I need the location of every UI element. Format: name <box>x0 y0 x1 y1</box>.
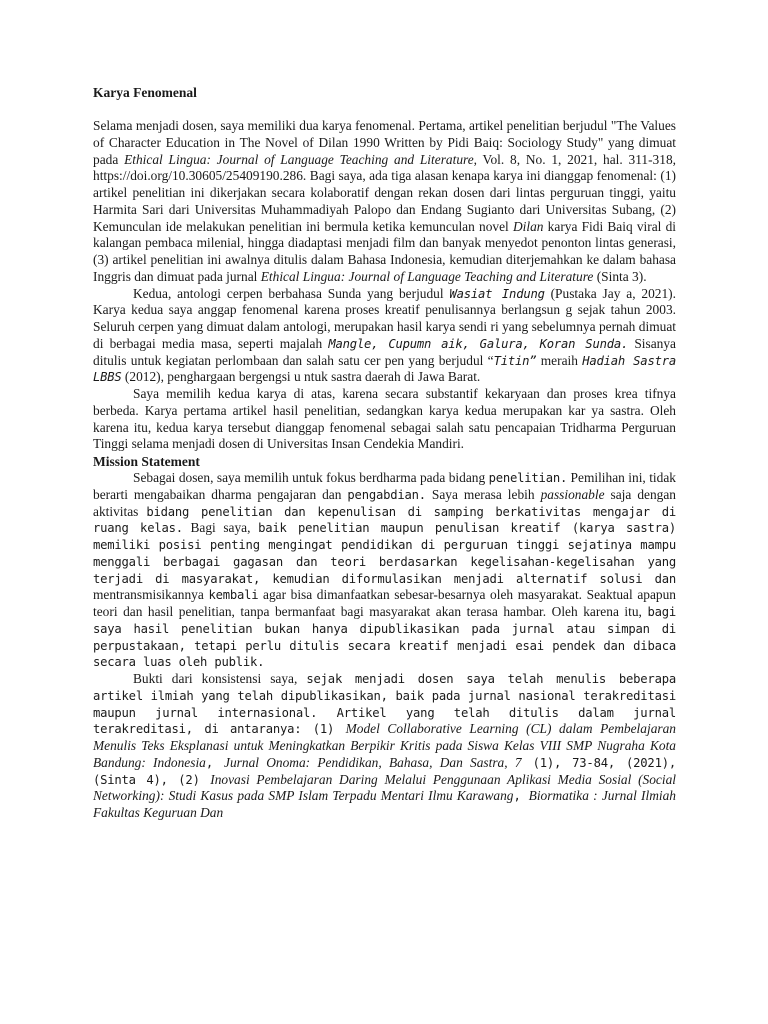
emphasis-passionable: passionable <box>540 486 605 502</box>
text-run: (Sinta 3). <box>593 268 647 284</box>
text-run: Saya merasa lebih <box>425 486 541 502</box>
section-heading-karya-fenomenal: Karya Fenomenal <box>93 85 197 100</box>
paragraph-mission-fokus <box>93 470 676 671</box>
paragraph-karya-pertama <box>93 118 676 286</box>
text-run: Selama menjadi dosen, saya memiliki dua karya fenomenal. Pertama, artikel penelitian berjudul "The Values of Character Education in The Novel of Dilan 1990 Written by Pidi Baiq: Sociology Study" yang dimuat pada <box>93 118 676 167</box>
text-run: (Pustaka Jay a, 2021). Karya kedua saya anggap fenomenal karena proses kreatif penulisannya berlangsun g sejak tahun 2003. Seluruh cerpen yang dimuat dalam antologi, merupakan hasil karya sendi ri yang sebelumnya pernah dimuat di berbagai media masa, seperti majalah <box>93 285 676 351</box>
paragraph-alasan: Saya memilih kedua karya di atas, karena secara substantif kekaryaan dan proses krea tifnya berbeda. Karya pertama artikel hasil penelitian, sedangkan karya kedua merupakan kar ya sastra. Oleh karena itu, kedua karya tersebut dianggap fenomenal sebagai salah satu pencapaian Tridharma Perguruan Tinggi selama menjadi dosen di Universitas Insan Cendekia Mandiri. <box>93 386 676 452</box>
text-run: Bukti dari konsistensi saya, <box>133 671 307 686</box>
text-run: bagi saya hasil penelitian bukan hanya dipublikasikan pada jurnal atau simpan di perpustakaan, tetapi perlu ditulis secara kreatif menjadi esai pendek dan dibaca secara luas oleh publik. <box>93 605 676 670</box>
award-name: Hadiah Sastra LBBS <box>93 353 676 385</box>
text-run: mentransmisikannya <box>93 587 204 603</box>
text-run: , <box>205 755 225 770</box>
text-run: baik penelitian maupun penulisan kreatif (karya sastra) memiliki posisi penting mengingat pendidikan di perguruan tinggi sejatinya mampu menggali berbagai gagasan dan teori berdasarkan kegelisahan-kegelisahan yang terjadi di masyarakat, kemudian diformulasikan menjadi alternatif solusi dan <box>93 521 677 586</box>
text-run: Kedua, antologi cerpen berbahasa Sunda yang berjudul <box>133 285 450 301</box>
text-run: penelitian. <box>488 471 568 485</box>
short-story-title: Titin” <box>493 353 537 368</box>
text-run: bidang penelitian dan kepenulisan di samping berkativitas mengajar di ruang kelas. <box>93 504 677 536</box>
paragraph-karya-kedua <box>93 286 676 387</box>
text-run: sejak menjadi dosen saya telah menulis beberapa artikel ilmiah yang telah dipublikasikan, baik pada jurnal nasional terakreditasi maupun jurnal internasional. Artikel yang telah ditulis dalam jurnal terakreditasi, di antaranya: (1) <box>93 672 676 737</box>
text-run: Sisanya ditulis untuk kegiatan perlombaan dan salah satu cer pen yang berjudul “ <box>93 335 676 368</box>
text-run: karya Fidi Baiq viral di kalangan pembaca milenial, hingga diadaptasi menjadi film dan banyak menyedot penonton lintas generasi, (3) artikel penelitian ini awalnya ditulis dalam Bahasa Indonesia, kemudian diterjemahkan ke dalam bahasa Inggris dan dimuat pada jurnal <box>93 218 677 284</box>
text-run: Bagi saya, <box>182 520 259 536</box>
paragraph-mission-bukti <box>93 671 676 822</box>
novel-title: Dilan <box>512 218 544 234</box>
text-run: pengabdian. <box>347 487 426 502</box>
text-run: Sebagai dosen, saya memilih untuk fokus berdharma pada bidang <box>133 470 489 485</box>
text-run: (1), 73-84, (2021), (Sinta 4), (2) <box>93 755 676 787</box>
journal-title: Jurnal Onoma: Pendidikan, Bahasa, Dan Sastra <box>224 754 505 770</box>
text-run: (2012), penghargaan bergengsi u ntuk sastra daerah di Jawa Barat. <box>121 369 481 385</box>
text-run: Pemilihan ini, tidak berarti mengabaikan dharma pengajaran dan <box>93 470 676 502</box>
text-run: , <box>504 754 515 770</box>
text-run: , Vol. 8, No. 1, 2021, hal. 311-318, https://doi.org/10.30605/25409190.286. Bagi saya, ada tiga alasan kenapa karya ini dianggap fenomenal: (1) artikel penelitian ini dikerjakan secara kolaboratif dengan rekan dosen dari lintas perguruan tinggi, yaitu Harmita Sari dari Universitas Muhammadiyah Palopo dan Endang Sugianto dari Universitas Subang, (2) Kemunculan ide melakukan penelitian ini bermula ketika kemunculan novel <box>93 151 676 234</box>
journal-title: Ethical Lingua: Journal of Language Teaching and Literature <box>124 151 474 167</box>
magazine-names: Mangle, Cupumn aik, Galura, Koran Sunda. <box>328 336 629 351</box>
journal-title: Ethical Lingua: Journal of Language Teaching and Literature <box>260 268 594 284</box>
text-run: saja dengan aktivitas <box>93 486 676 519</box>
anthology-title: Wasiat Indung <box>449 286 545 301</box>
text-run: , <box>513 789 529 804</box>
article-title: Inovasi Pembelajaran Daring Melalui Penggunaan Aplikasi Media Sosial (Social Networking): Studi Kasus pada SMP Islam Terpadu Mentari Ilmu Karawang <box>93 771 677 804</box>
article-title: Model Collaborative Learning (CL) dalam Pembelajaran Menulis Teks Eksplanasi untuk Meningkatkan Berpikir Kritis pada Siswa Kelas VIII SMP Nugraha Kota Bandung: Indonesia <box>93 721 676 770</box>
journal-volume: 7 <box>514 754 522 770</box>
section-heading-mission-statement: Mission Statement <box>93 454 200 469</box>
journal-title: Biormatika : Jurnal Ilmiah Fakultas Keguruan Dan <box>93 788 676 820</box>
text-run: meraih <box>536 352 583 368</box>
text-run: kembali <box>208 588 259 603</box>
text-run: agar bisa dimanfaatkan sebesar-besarnya oleh masyarakat. Seaktual apapun teori dan hasil penelitian, tanpa bermanfaat bagi masyarakat akan terasa hambar. Oleh karena itu, <box>93 587 676 619</box>
